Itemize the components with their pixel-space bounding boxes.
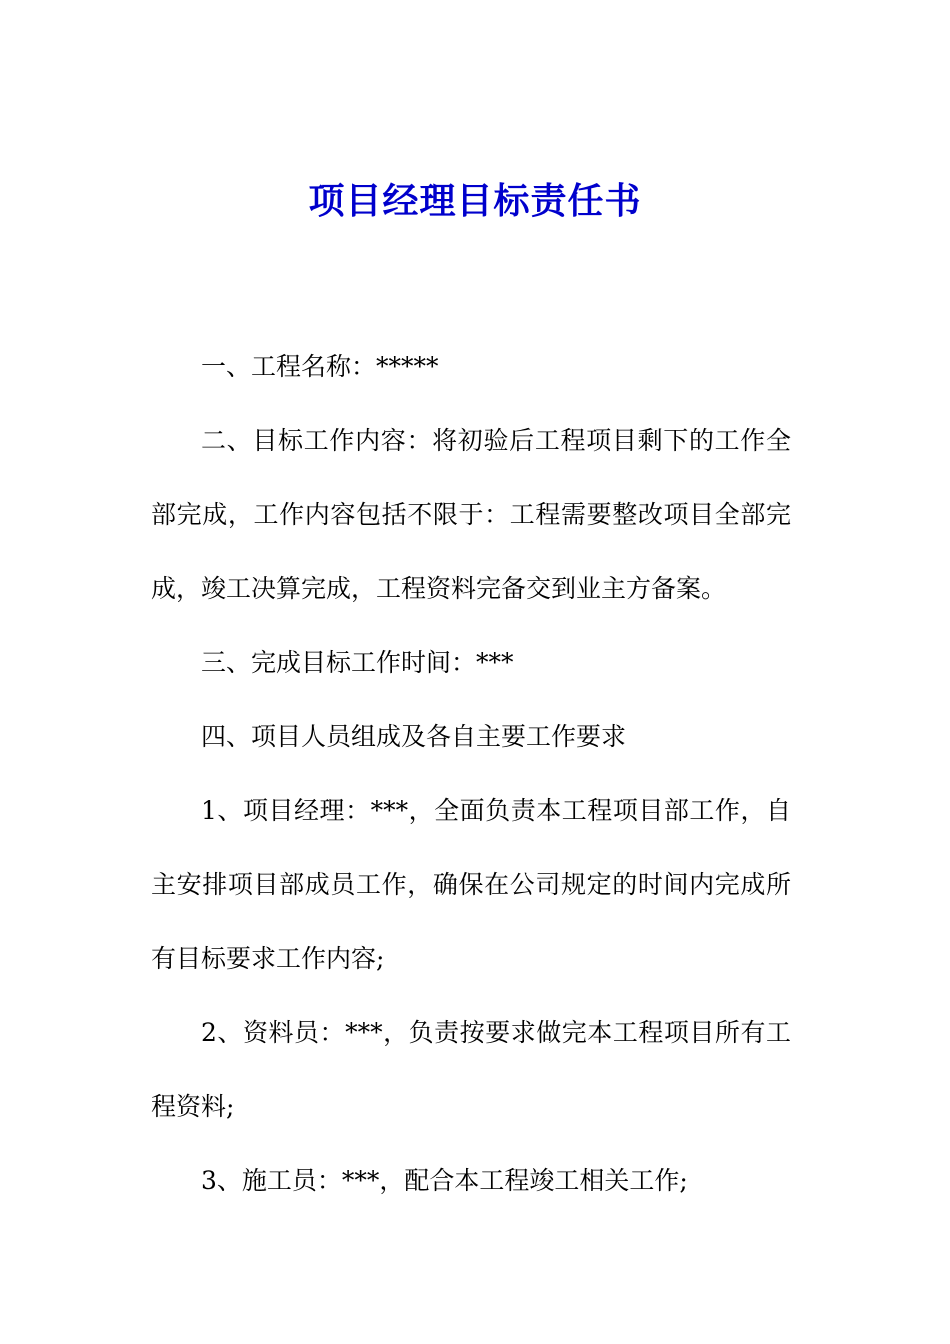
document-body [151,330,791,1218]
paragraph-completion-time: 三、完成目标工作时间：*** [201,648,514,677]
paragraph-document-clerk: 2、资料员：***，负责按要求做完本工程项目所有工程资料; [151,1018,791,1121]
paragraph-construction-worker: 3、施工员：***，配合本工程竣工相关工作; [201,1166,688,1195]
paragraph-target-work-content: 二、目标工作内容：将初验后工程项目剩下的工作全部完成，工作内容包括不限于：工程需要整改项目全部完成，竣工决算完成，工程资料完备交到业主方备案。 [151,426,791,603]
paragraph-project-name: 一、工程名称：***** [201,352,439,381]
document-title: 项目经理目标责任书 [308,181,642,222]
paragraph-staff-composition: 四、项目人员组成及各自主要工作要求 [201,722,627,751]
paragraph-project-manager: 1、项目经理：***，全面负责本工程项目部工作，自主安排项目部成员工作，确保在公司规定的时间内完成所有目标要求工作内容; [151,796,791,973]
